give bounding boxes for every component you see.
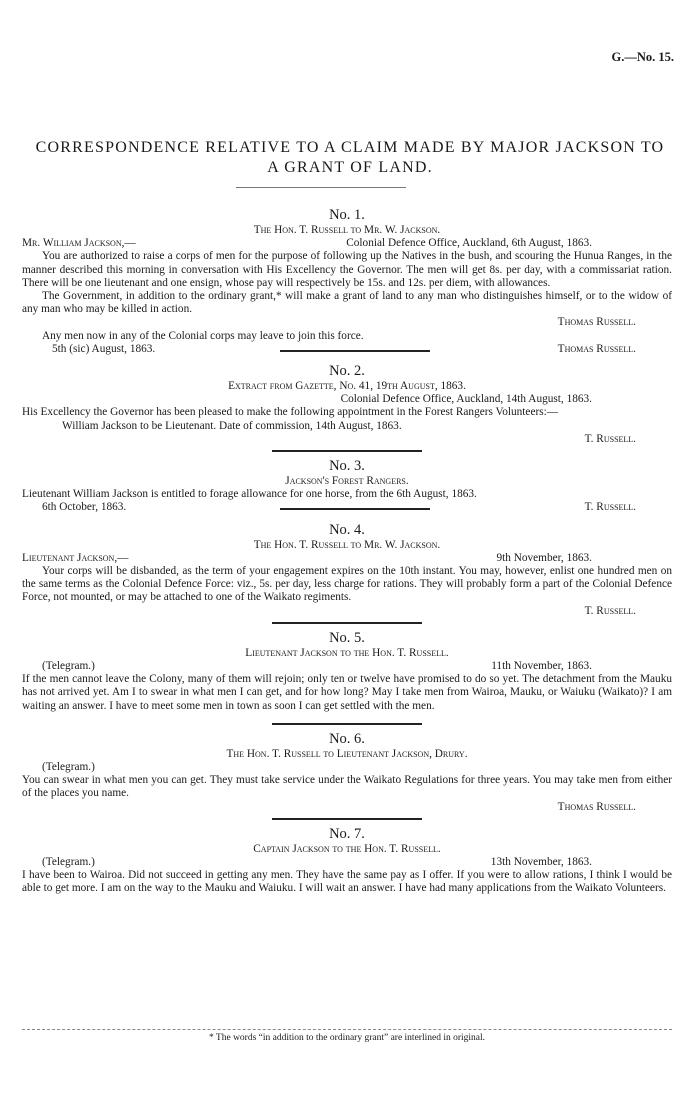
section-divider <box>280 350 430 352</box>
section-divider <box>272 622 422 624</box>
letter-number: No. 5. <box>329 629 365 646</box>
letter-heading: Extract from Gazette, No. 41, 19th August, 1863. <box>228 380 466 393</box>
date: 9th November, 1863. <box>496 551 592 564</box>
telegram-label: (Telegram.) <box>42 761 95 774</box>
letter-number: No. 1. <box>329 207 365 223</box>
postscript-signature: Thomas Russell. <box>557 342 636 355</box>
section-divider <box>272 450 422 452</box>
place-date: Colonial Defence Office, Auckland, 6th August, 1863. <box>346 237 592 250</box>
letter-no-4 <box>22 521 672 624</box>
letter-number: No. 4. <box>329 521 365 538</box>
letter-heading: Jackson's Forest Rangers. <box>285 475 409 488</box>
document-title <box>20 138 680 178</box>
place-date: Colonial Defence Office, Auckland, 14th August, 1863. <box>340 393 592 406</box>
letter-no-3 <box>22 457 672 515</box>
letter-heading: The Hon. T. Russell to Mr. W. Jackson. <box>253 224 441 236</box>
letter-number: No. 3. <box>329 458 365 475</box>
section-divider <box>272 818 422 820</box>
paragraph: Lieutenant William Jackson is entitled to forage allowance for one horse, from the 6th August, 1863. <box>22 488 477 501</box>
salutation: Mr. William Jackson,— <box>22 237 136 250</box>
letter-heading: Captain Jackson to the Hon. T. Russell. <box>253 842 441 855</box>
paragraph: Your corps will be disbanded, as the term of your engagement expires on the 10th instant. You may, however, enlist one hundred men on the same terms as the Colonial Defence Force: viz., 5s. per day, less charge for rations. They will probably form a part of the Colonial Defence Force, not mounted, or may be attached to one of the Waikato regiments. <box>22 565 672 604</box>
salutation-row <box>22 552 672 565</box>
appointment: William Jackson to be Lieutenant. Date of commission, 14th August, 1863. <box>62 419 402 432</box>
footnote: * The words “in addition to the ordinary grant” are interlined in original. <box>22 1029 672 1044</box>
letter-number: No. 7. <box>329 825 365 842</box>
salutation-row <box>22 237 672 250</box>
paragraph: I have been to Wairoa. Did not succeed in getting any men. They have the same pay as I offer. If you were to allow rations, I think I would be able to get more. I am on the way to the Mauku and Waiuku. I will wait an answer. I have had many applications from the Waikato Volunteers. <box>22 869 672 895</box>
letter-no-5 <box>22 629 672 725</box>
paragraph: You can swear in what men you can get. They must take service under the Waikato Regulations for three years. You may take men from either of the places you name. <box>22 774 672 800</box>
telegram-row <box>22 660 672 673</box>
postscript-date-row <box>22 343 672 356</box>
letter-heading: The Hon. T. Russell to Mr. W. Jackson. <box>253 538 441 551</box>
title-line-1: CORRESPONDENCE RELATIVE TO A CLAIM MADE BY MAJOR JACKSON TO <box>35 139 665 156</box>
letter-no-7 <box>22 825 672 896</box>
correspondence-body <box>22 204 672 896</box>
date-row <box>22 501 672 514</box>
letter-number: No. 6. <box>329 730 365 747</box>
paragraph: His Excellency the Governor has been pleased to make the following appointment in the Forest Rangers Volunteers:— <box>22 406 559 419</box>
date: 6th October, 1863. <box>42 501 127 514</box>
postscript-date: 5th (sic) August, 1863. <box>52 342 156 355</box>
signature: Thomas Russell. <box>557 316 636 329</box>
title-line-2: A GRANT OF LAND. <box>267 159 433 176</box>
signature: T. Russell. <box>584 604 636 617</box>
letter-number: No. 2. <box>329 363 365 380</box>
section-divider <box>272 723 422 725</box>
paragraph: The Government, in addition to the ordinary grant,* will make a grant of land to any man who distinguishes himself, or to the widow of any man who may be killed in action. <box>22 290 672 316</box>
letter-heading: The Hon. T. Russell to Lieutenant Jackson, Drury. <box>226 747 468 760</box>
letter-no-6 <box>22 730 672 820</box>
sheet-reference: G.—No. 15. <box>611 50 674 64</box>
paragraph: You are authorized to raise a corps of men for the purpose of following up the Natives in the bush, and scouring the Hunua Ranges, in the manner described this morning in conversation with His Excellency the Governor. The men will get 8s. per day, with a commissariat ration. There will be one lieutenant and one ensign, whose pay will respectively be 15s. and 12s. per diem, with allowances. <box>22 250 672 289</box>
letter-heading: Lieutenant Jackson to the Hon. T. Russell. <box>245 646 449 659</box>
date: 13th November, 1863. <box>490 856 592 869</box>
letter-no-2 <box>22 362 672 452</box>
telegram-label: (Telegram.) <box>42 856 95 869</box>
salutation: Lieutenant Jackson,— <box>22 551 129 564</box>
signature: T. Russell. <box>584 501 636 514</box>
signature: Thomas Russell. <box>557 800 636 813</box>
postscript: Any men now in any of the Colonial corps may leave to join this force. <box>42 329 364 342</box>
date: 11th November, 1863. <box>491 660 592 673</box>
telegram-label: (Telegram.) <box>42 660 95 673</box>
letter-no-1 <box>22 206 672 356</box>
paragraph: If the men cannot leave the Colony, many of them will rejoin; only ten or twelve have promised to do so yet. The detachment from the Mauku has not arrived yet. Am I to swear in what men I can get, and for how long? May I take men from Wairoa, Mauku, or Waiuku (Waikato)? I am waiting an answer. I have to meet some men in town as soon I can get settled with the men. <box>22 673 672 712</box>
signature: T. Russell. <box>584 432 636 445</box>
title-divider <box>236 187 406 188</box>
telegram-row <box>22 856 672 869</box>
section-divider <box>280 508 430 510</box>
